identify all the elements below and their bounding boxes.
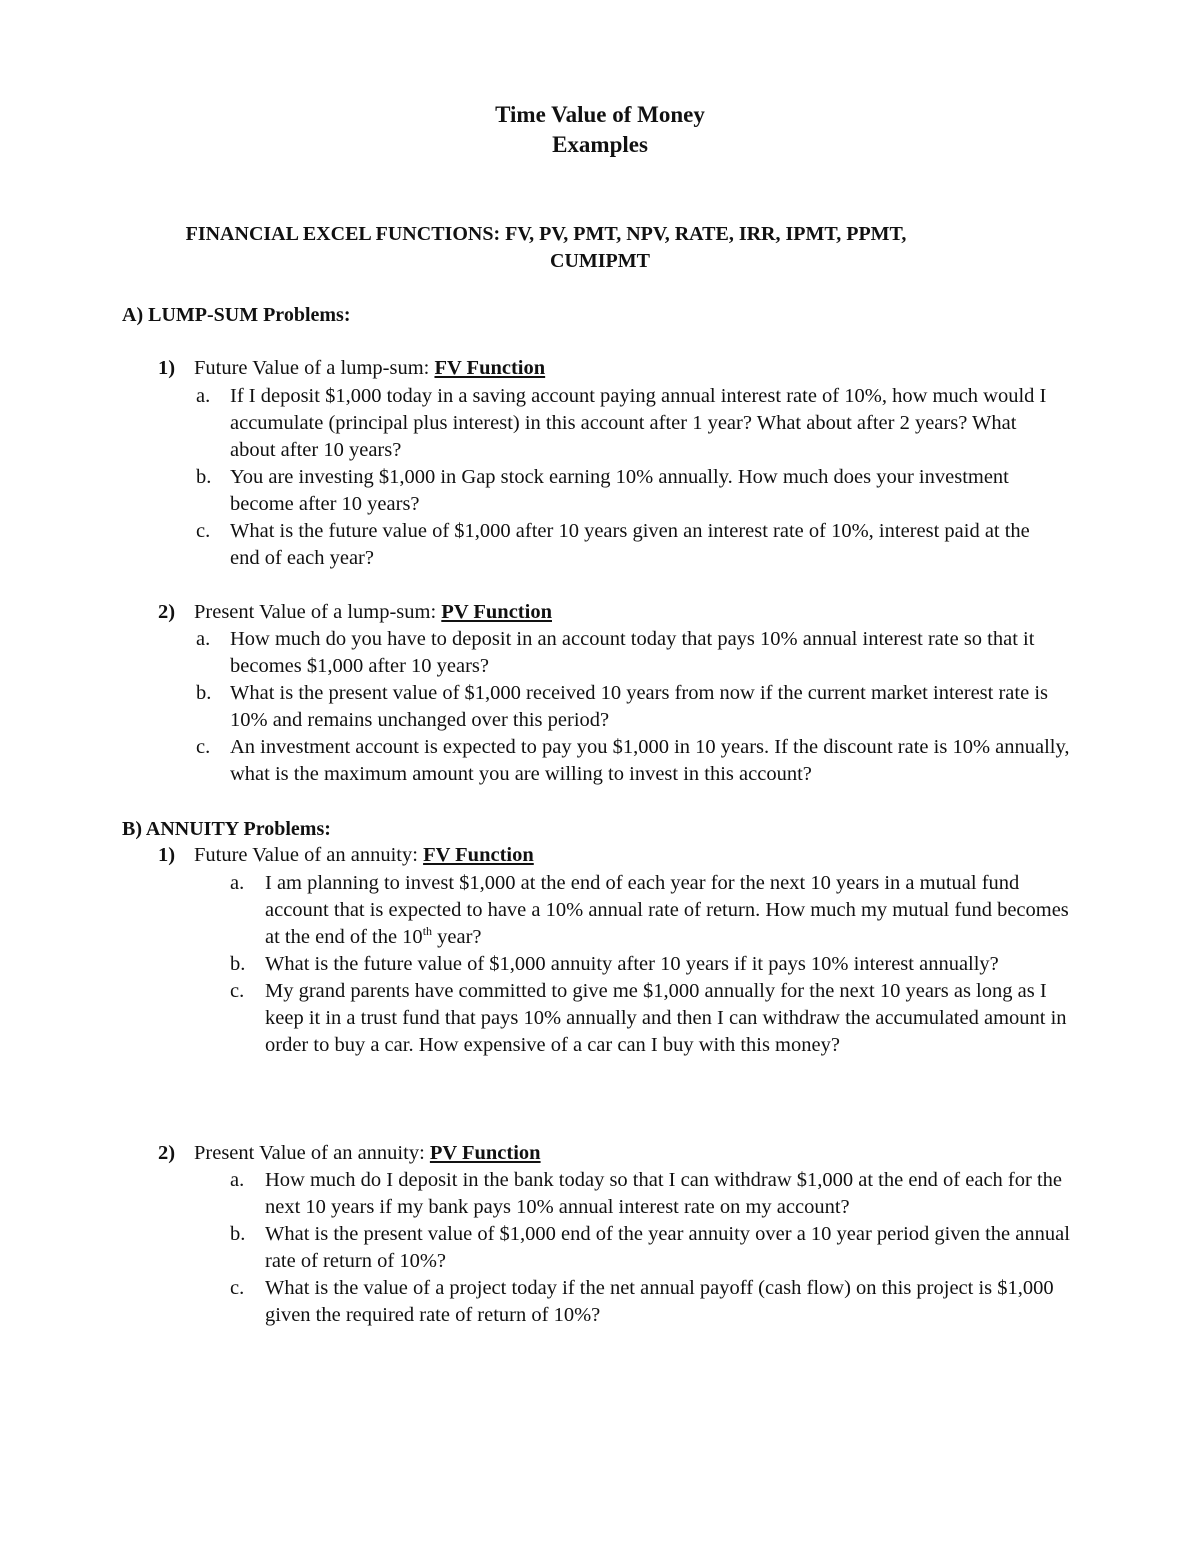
section-a-heading: A) LUMP-SUM Problems: xyxy=(122,304,351,326)
section-a-problem-2-items xyxy=(196,626,1070,788)
item-marker: a. xyxy=(230,872,245,894)
list-item xyxy=(196,734,1070,788)
list-item xyxy=(196,626,1070,680)
function-name: FV Function xyxy=(434,357,546,379)
item-text: If I deposit $1,000 today in a saving account paying annual interest rate of 10%, how much would I accumulate (principal plus interest) in this account after 1 year? What about after 2 years? What about after 10 years? xyxy=(230,385,1047,461)
function-name: PV Function xyxy=(441,601,552,623)
problem-number: 1) xyxy=(158,357,176,379)
item-text: I am planning to invest $1,000 at the end of each year for the next 10 years in a mutual fund account that is expected to have a 10% annual rate of return. How much my mutual fund becomes at the end of the 10 xyxy=(265,872,1069,948)
item-marker: c. xyxy=(196,736,211,758)
excel-functions-line2: CUMIPMT xyxy=(550,250,650,272)
item-text: What is the future value of $1,000 after 10 years given an interest rate of 10%, interest paid at the end of each year? xyxy=(230,520,1030,569)
list-item xyxy=(196,383,1060,464)
excel-functions-heading xyxy=(0,221,1200,275)
list-item xyxy=(230,1167,1087,1221)
item-marker: b. xyxy=(230,953,246,975)
excel-functions-line1: FINANCIAL EXCEL FUNCTIONS: FV, PV, PMT, NPV, RATE, IRR, IPMT, PPMT, xyxy=(185,223,907,245)
item-marker: c. xyxy=(230,1277,245,1299)
problem-label: Future Value of a lump-sum: xyxy=(194,357,435,379)
problem-number: 1) xyxy=(158,844,176,866)
item-marker: b. xyxy=(196,682,212,704)
section-b-problem-1-items xyxy=(230,870,1087,1059)
document-subtitle: Examples xyxy=(552,132,648,157)
ordinal-superscript: th xyxy=(422,924,433,938)
item-marker: c. xyxy=(230,980,245,1002)
list-item xyxy=(230,978,1087,1059)
problem-label: Present Value of a lump-sum: xyxy=(194,601,442,623)
item-text-end: year? xyxy=(432,926,482,948)
section-a-problem-1 xyxy=(158,355,545,382)
section-b-problem-2 xyxy=(158,1140,541,1167)
list-item xyxy=(230,951,1087,978)
section-b-problem-2-items xyxy=(230,1167,1087,1329)
item-text: What is the future value of $1,000 annuity after 10 years if it pays 10% interest annually? xyxy=(265,953,999,975)
problem-number: 2) xyxy=(158,601,176,623)
title-block xyxy=(0,100,1200,160)
item-marker: b. xyxy=(230,1223,246,1245)
function-name: FV Function xyxy=(423,844,534,866)
list-item xyxy=(196,464,1060,518)
item-marker: a. xyxy=(230,1169,245,1191)
section-a-problem-2 xyxy=(158,599,552,626)
item-marker: a. xyxy=(196,385,211,407)
section-b-heading: B) ANNUITY Problems: xyxy=(122,818,331,840)
item-marker: a. xyxy=(196,628,211,650)
list-item xyxy=(230,1221,1087,1275)
item-text: How much do you have to deposit in an account today that pays 10% annual interest rate so that it becomes $1,000 after 10 years? xyxy=(230,628,1035,677)
function-name: PV Function xyxy=(429,1142,541,1164)
item-marker: b. xyxy=(196,466,212,488)
item-text: What is the present value of $1,000 received 10 years from now if the current market interest rate is 10% and remains unchanged over this period? xyxy=(230,682,1048,731)
item-text: My grand parents have committed to give me $1,000 annually for the next 10 years as long as I keep it in a trust fund that pays 10% annually and then I can withdraw the accumulated amount in order to buy a car. How expensive of a car can I buy with this money? xyxy=(265,980,1067,1056)
problem-label: Present Value of an annuity: xyxy=(194,1142,430,1164)
problem-label: Future Value of an annuity: xyxy=(194,844,424,866)
item-marker: c. xyxy=(196,520,211,542)
item-text: You are investing $1,000 in Gap stock earning 10% annually. How much does your investment become after 10 years? xyxy=(230,466,1009,515)
list-item xyxy=(196,518,1060,572)
list-item xyxy=(230,870,1087,951)
item-text: An investment account is expected to pay you $1,000 in 10 years. If the discount rate is 10% annually, what is the maximum amount you are willing to invest in this account? xyxy=(230,736,1070,785)
section-b-problem-1 xyxy=(158,842,534,869)
section-a-problem-1-items xyxy=(196,383,1060,572)
list-item xyxy=(230,1275,1087,1329)
document-title: Time Value of Money xyxy=(495,102,705,127)
item-text: What is the value of a project today if the net annual payoff (cash flow) on this project is $1,000 given the required rate of return of 10%? xyxy=(265,1277,1054,1326)
list-item xyxy=(196,680,1070,734)
problem-number: 2) xyxy=(158,1142,176,1164)
item-text: How much do I deposit in the bank today so that I can withdraw $1,000 at the end of each for the next 10 years if my bank pays 10% annual interest rate on my account? xyxy=(265,1169,1063,1218)
item-text: What is the present value of $1,000 end of the year annuity over a 10 year period given the annual rate of return of 10%? xyxy=(265,1223,1070,1272)
